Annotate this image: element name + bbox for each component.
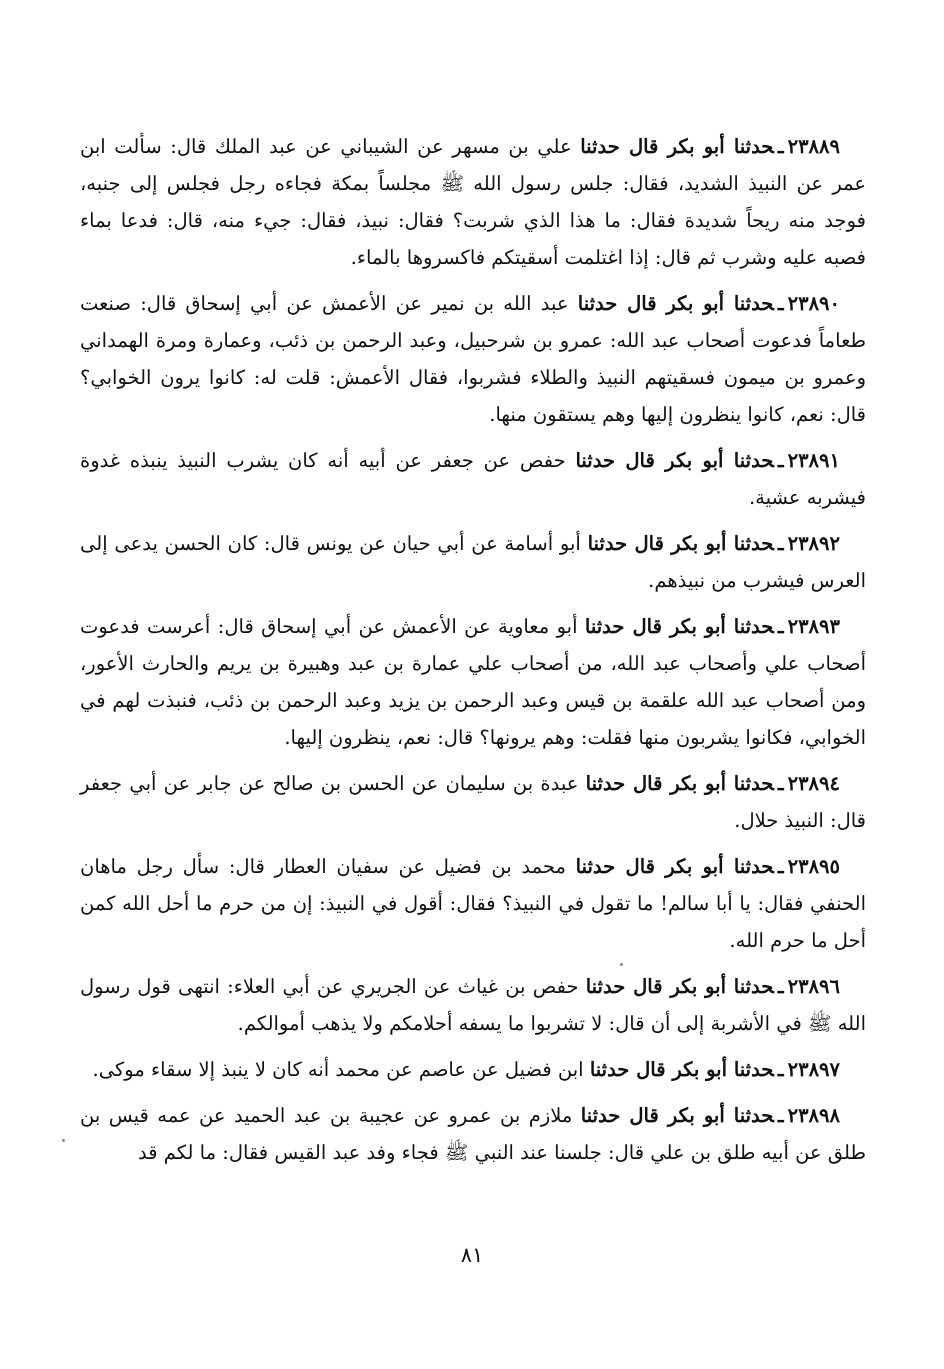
hadith-chain-intro: حدثنا أبو بكر قال حدثنا: [575, 449, 774, 472]
hadith-paragraph: [80, 442, 866, 516]
dash-separator: ـ: [777, 532, 784, 555]
hadith-text: حفص عن جعفر عن أبيه أنه كان يشرب النبيذ ينبذه غدوة فيشربه عشية.: [80, 449, 866, 509]
hadith-chain-intro: حدثنا أبو بكر قال حدثنا: [580, 1104, 774, 1127]
hadith-paragraph: [80, 128, 866, 276]
hadith-paragraph: [80, 1097, 866, 1171]
hadith-paragraph: [80, 608, 866, 756]
dash-separator: ـ: [777, 449, 784, 472]
hadith-number: ٢٣٨٩٢: [787, 532, 840, 555]
hadith-chain-intro: حدثنا أبو بكر قال حدثنا: [575, 855, 774, 878]
hadith-paragraph: [80, 968, 866, 1042]
hadith-paragraph: [80, 765, 866, 839]
hadith-chain-intro: حدثنا أبو بكر قال حدثنا: [584, 615, 774, 638]
hadith-text: ملازم بن عمرو عن عجيبة بن عبد الحميد عن عمه قيس بن طلق عن أبيه طلق بن علي قال: جلسنا عند النبي ﷺ فجاء وفد عبد القيس فقال: ما لكم قد: [80, 1104, 866, 1164]
hadith-number: ٢٣٨٩٣: [787, 615, 840, 638]
hadith-paragraph: [80, 525, 866, 599]
scan-speck: [620, 963, 623, 966]
hadith-number: ٢٣٨٨٩: [787, 135, 840, 158]
hadith-text: علي بن مسهر عن الشيباني عن عبد الملك قال: سألت ابن عمر عن النبيذ الشديد، فقال: جلس رسول الله ﷺ مجلساً بمكة فجاءه رجل فجلس إلى جنبه، فوجد منه ريحاً شديدة فقال: ما هذا الذي شربت؟ فقال: نبيذ، فقال: جيء منه، قال: فدعا بماء فصبه عليه وشرب ثم قال: إذا اغتلمت أسقيتكم فاكسروها بالماء.: [80, 135, 866, 269]
hadith-chain-intro: حدثنا أبو بكر قال حدثنا: [585, 772, 774, 795]
page-body: [80, 128, 866, 1180]
hadith-chain-intro: حدثنا أبو بكر قال حدثنا: [577, 292, 774, 315]
scan-speck: [62, 1139, 65, 1142]
dash-separator: ـ: [777, 292, 784, 315]
dash-separator: ـ: [777, 615, 784, 638]
dash-separator: ـ: [777, 975, 784, 998]
hadith-number: ٢٣٨٩٧: [787, 1058, 840, 1081]
hadith-chain-intro: حدثنا أبو بكر قال حدثنا: [589, 1058, 774, 1081]
dash-separator: ـ: [777, 855, 784, 878]
hadith-text: عبدة بن سليمان عن الحسن بن صالح عن جابر عن أبي جعفر قال: النبيذ حلال.: [80, 772, 866, 832]
hadith-paragraph: [80, 1051, 866, 1088]
hadith-text: محمد بن فضيل عن سفيان العطار قال: سأل رجل ماهان الحنفي فقال: يا أبا سالم! ما تقول في النبيذ؟ فقال: أقول في النبيذ: إن من حرم ما أحل الله كمن أحل ما حرم الله.: [80, 855, 866, 952]
hadith-text: حفص بن غياث عن الجريري عن أبي العلاء: انتهى قول رسول الله ﷺ في الأشربة إلى أن قال: لا تشربوا ما يسفه أحلامكم ولا يذهب أموالكم.: [80, 975, 866, 1035]
dash-separator: ـ: [777, 135, 784, 158]
hadith-chain-intro: حدثنا أبو بكر قال حدثنا: [585, 975, 774, 998]
hadith-number: ٢٣٨٩٤: [787, 772, 840, 795]
hadith-text: أبو معاوية عن الأعمش عن أبي إسحاق قال: أعرست فدعوت أصحاب علي وأصحاب عبد الله، من أصحاب علي عمارة بن عبد وهبيرة بن يريم والحارث الأعور، ومن أصحاب عبد الله علقمة بن قيس وعبد الرحمن بن يزيد وعبد الرحمن بن ذئب، فنبذت لهم في الخوابي، فكانوا يشربون منها فقلت: وهم يرونها؟ قال: نعم، ينظرون إليها.: [80, 615, 866, 749]
hadith-number: ٢٣٨٩٠: [787, 292, 840, 315]
dash-separator: ـ: [777, 772, 784, 795]
hadith-number: ٢٣٨٩٨: [787, 1104, 840, 1127]
hadith-chain-intro: حدثنا أبو بكر قال حدثنا: [587, 532, 774, 555]
hadith-number: ٢٣٨٩٥: [787, 855, 840, 878]
page-number: ٨١: [460, 1243, 484, 1267]
hadith-number: ٢٣٨٩٦: [787, 975, 840, 998]
dash-separator: ـ: [777, 1104, 784, 1127]
dash-separator: ـ: [777, 1058, 784, 1081]
hadith-text: عبد الله بن نمير عن الأعمش عن أبي إسحاق قال: صنعت طعاماً فدعوت أصحاب عبد الله: عمرو بن شرحبيل، وعبد الرحمن بن ذئب، وعمارة ومرة الهمداني وعمرو بن ميمون فسقيتهم النبيذ والطلاء فشربوا، فقال الأعمش: قلت له: كانوا يرون الخوابي؟ قال: نعم، كانوا ينظرون إليها وهم يستقون منها.: [80, 292, 866, 426]
hadith-paragraph: [80, 848, 866, 959]
hadith-paragraph: [80, 285, 866, 433]
hadith-chain-intro: حدثنا أبو بكر قال حدثنا: [580, 135, 774, 158]
hadith-text: ابن فضيل عن عاصم عن محمد أنه كان لا ينبذ إلا سقاء موكى.: [92, 1058, 584, 1081]
hadith-number: ٢٣٨٩١: [787, 449, 840, 472]
hadith-text: أبو أسامة عن أبي حيان عن يونس قال: كان الحسن يدعى إلى العرس فيشرب من نبيذهم.: [80, 532, 866, 592]
